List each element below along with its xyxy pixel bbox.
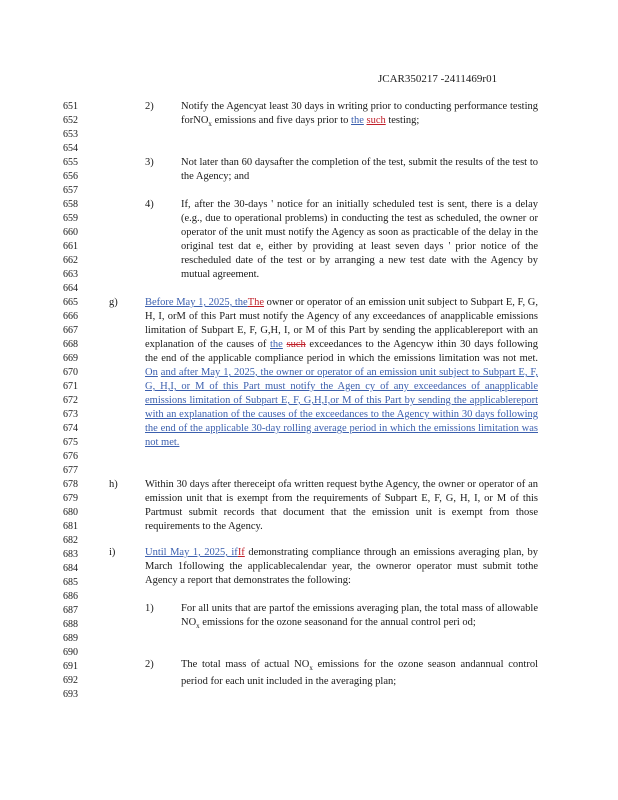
inserted-text: On [145,367,158,378]
line-number: 683 [63,549,78,560]
paragraph-averaging-plan [145,546,538,588]
subscript: x [196,622,200,631]
item-marker: 1) [145,603,154,614]
line-number: 655 [63,157,78,168]
line-number: 680 [63,507,78,518]
document-header: JCAR350217 -2411469r01 [378,73,498,85]
inserted-text-red: If [237,547,245,558]
line-number: 678 [63,479,78,490]
line-number: 670 [63,367,78,378]
paragraph-allowable-mass [181,602,538,633]
inserted-text: the [270,339,283,350]
inserted-text: Before May 1, 2025, the [145,297,248,308]
paragraph-actual-mass [181,658,538,689]
line-number: 684 [63,563,78,574]
line-number: 659 [63,213,78,224]
line-number: 671 [63,381,78,392]
deleted-text: such [286,339,306,350]
paragraph-text: For all units that are partof the emissions averaging plan, the total mass of allowable NO [181,603,538,628]
line-number: 685 [63,577,78,588]
inserted-text-red: such [366,115,386,126]
inserted-text-red: The [247,297,265,308]
line-number: 651 [63,101,78,112]
paragraph-text: Notify the Agencyat least 30 days in writing prior to conducting performance testing forNO [181,101,538,126]
item-marker: g) [109,297,118,308]
line-number: 674 [63,423,78,434]
line-number: 653 [63,129,78,140]
line-number: 669 [63,353,78,364]
line-number: 668 [63,339,78,350]
line-number: 677 [63,465,78,476]
line-number: 688 [63,619,78,630]
item-marker: h) [109,479,118,490]
line-number: 681 [63,521,78,532]
line-number: 654 [63,143,78,154]
inserted-text: Until May 1, 2025, if [145,547,238,558]
paragraph-text: emissions for the ozone season andannual control period for each unit included in the averaging plan; [181,659,539,688]
item-marker: 2) [145,659,154,670]
line-number: 661 [63,241,78,252]
paragraph-exceedances [145,296,538,450]
line-number: 662 [63,255,78,266]
line-number: 663 [63,269,78,280]
line-number: 689 [63,633,78,644]
inserted-text: the [351,115,364,126]
inserted-paragraph: and after May 1, 2025, the owner or operator of an emission unit subject to Subpart E, F, G, H,I, or M of this Part must notify the Agen cy of any exceedances of anapplicable emissions limitation of Subpart E, F, G,H,I,or M of this Part by sending the applicablereport with an explanation of the causes of the exceedances to the Agency within 30 days following the end of the applicable 30-day rolling average period in which the emissions limitation was not met. [145,367,539,448]
line-number: 690 [63,647,78,658]
line-number: 682 [63,535,78,546]
item-marker: 3) [145,157,154,168]
paragraph-text: emissions for the ozone seasonand for the annual control peri od; [199,617,476,628]
line-number: 679 [63,493,78,504]
paragraph-delay-notice: If, after the 30-days ' notice for an initially scheduled test is sent, there is a delay (e.g., due to operational problems) in conducting the test as scheduled, the owner or operator of the unit must notify the Agency as soon as practicable of the delay in the original test dat e, either by providing at least seven days ' prior notice of the rescheduled date of the test or by arranging a new test date with the Agency by mutual agreement. [181,199,538,280]
line-number: 665 [63,297,78,308]
item-marker: 4) [145,199,154,210]
line-number: 652 [63,115,78,126]
line-number: 664 [63,283,78,294]
line-number: 667 [63,325,78,336]
line-number: 676 [63,451,78,462]
line-number: 657 [63,185,78,196]
paragraph-text: owner or operator of an emission unit subject to Subpart E, F, G, H, I, orM of this Part must notify the Agency of any exceedances of anapplicable emissions limitation of Subpart E, F, G,H, I, or M of this Part by sending the applicablereport with an explanation of the causes of [145,297,538,350]
line-number: 658 [63,199,78,210]
paragraph-text: demonstrating compliance through an emissions averaging plan, by March 1following the applicablecalendar year, the owneror operator must submit tothe Agency a report that demonstrates the following: [145,547,538,586]
line-number: 660 [63,227,78,238]
line-number: 693 [63,689,78,700]
item-marker: 2) [145,101,154,112]
line-number: 656 [63,171,78,182]
paragraph-text: exceedances to the Agencyw ithin 30 days following the end of the applicable compliance period in which the emissions limitation was not met. [145,339,538,364]
item-marker: i) [109,547,116,558]
line-number: 675 [63,437,78,448]
paragraph-notify-testing [181,100,538,131]
line-number: 692 [63,675,78,686]
subscript: x [208,120,212,129]
paragraph-text: The total mass of actual NO [181,659,310,670]
line-number: 666 [63,311,78,322]
line-number: 687 [63,605,78,616]
paragraph-text: testing; [385,115,420,126]
line-number: 686 [63,591,78,602]
paragraph-submit-results: Not later than 60 daysafter the completion of the test, submit the results of the test to the Agency; and [181,157,538,182]
subscript: x [309,664,313,673]
paragraph-exempt-records: Within 30 days after thereceipt ofa written request bythe Agency, the owner or operator of an emission unit that is exempt from the requirements of Subpart E, F, G, H, I, or M of this Partmust submit records that document that the emission unit is exempt from those requirements to the Agency. [145,479,538,532]
paragraph-text: emissions and five days prior to [211,115,352,126]
line-number: 673 [63,409,78,420]
line-number: 691 [63,661,78,672]
line-number: 672 [63,395,78,406]
